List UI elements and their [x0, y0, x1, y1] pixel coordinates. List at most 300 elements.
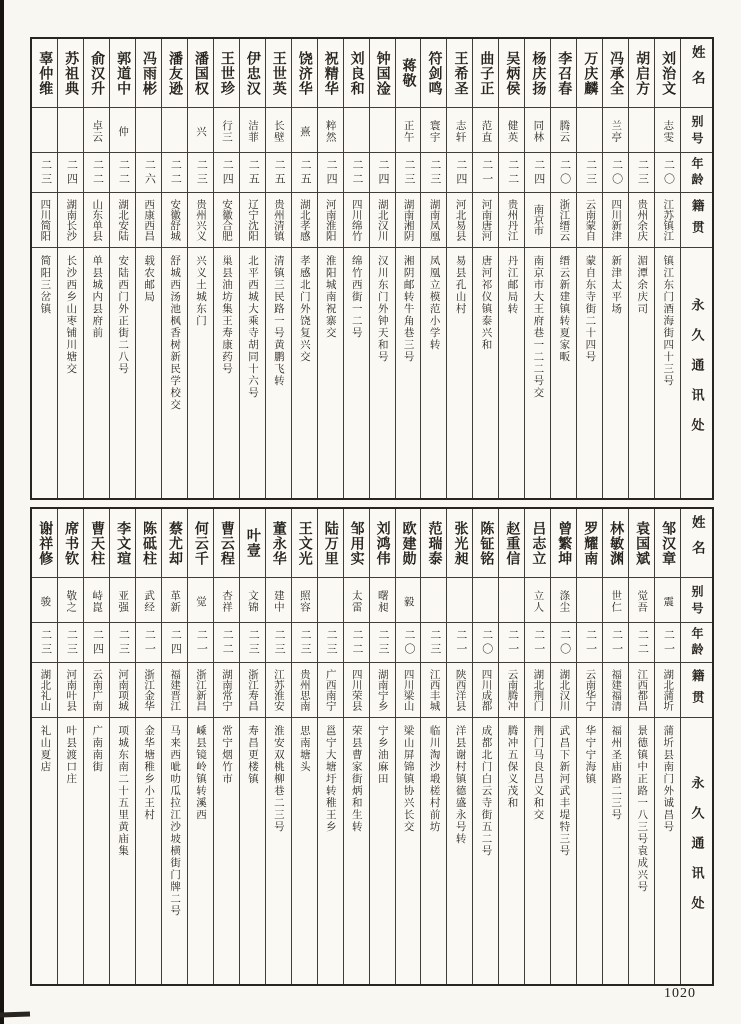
- entry-age: 二六: [136, 153, 161, 193]
- entry-native-place: 云南华宁: [577, 663, 602, 718]
- entry-native-place: 西康西昌: [136, 193, 161, 248]
- entry-age: 二〇: [551, 623, 576, 663]
- entry-address: 新津太平场: [610, 255, 622, 315]
- entry-name: 杨庆扬: [525, 39, 550, 108]
- entry-address: 荆门马良吕义和交: [532, 725, 544, 821]
- entry-name: 席书钦: [58, 509, 83, 578]
- entry-alias: 寰宇: [421, 108, 446, 153]
- entry-alias: 亚强: [110, 578, 135, 623]
- entry-name: 潘友逊: [162, 39, 187, 108]
- entry-name: 曹天柱: [84, 509, 109, 578]
- entry-native-place: 湖北孝感: [292, 193, 317, 248]
- entry-address: 荣县曹家街炳和生转: [350, 725, 362, 833]
- entry-age: 二三: [318, 623, 343, 663]
- entry-age: 二一: [499, 623, 524, 663]
- entry-alias: [58, 108, 83, 153]
- entry-address: 兴义土城东门: [195, 255, 207, 327]
- entry-alias: 觉吾: [629, 578, 654, 623]
- entry-name: 刘治文: [655, 39, 680, 108]
- entry-age: 二二: [214, 623, 239, 663]
- entry-column: [57, 509, 83, 984]
- entry-age: 二一: [447, 623, 472, 663]
- entry-age: 二二: [344, 623, 369, 663]
- entry-native-place: 四川新津: [603, 193, 628, 248]
- entry-alias: 建中: [266, 578, 291, 623]
- entry-native-place: 安徽合肥: [214, 193, 239, 248]
- entry-name: 谢祥修: [32, 509, 57, 578]
- entry-alias: [32, 108, 57, 153]
- entry-name: 何云千: [188, 509, 213, 578]
- entry-column: [135, 39, 161, 498]
- entry-column: [369, 39, 395, 498]
- entry-alias: 涤尘: [551, 578, 576, 623]
- entry-name: 王世珍: [214, 39, 239, 108]
- directory-table-lower: [30, 507, 714, 986]
- header-column: [680, 39, 712, 498]
- entry-address: 武昌下新河武丰堤特三号: [558, 725, 570, 857]
- entry-alias: 世仁: [603, 578, 628, 623]
- entry-alias: [136, 108, 161, 153]
- entry-native-place: 江苏镇江: [655, 193, 680, 248]
- entry-age: 二五: [292, 153, 317, 193]
- entry-address: 常宁烟竹市: [220, 725, 232, 785]
- entry-address: 载农邮局: [143, 255, 155, 303]
- entry-age: 二一: [655, 623, 680, 663]
- entry-name: 李召春: [551, 39, 576, 108]
- entry-alias: 敬之: [58, 578, 83, 623]
- entry-age: 二三: [370, 623, 395, 663]
- entry-name: 李文瑄: [110, 509, 135, 578]
- entry-address: 缙云新建镇转夏家畈: [558, 255, 570, 363]
- entry-name: 曾繁坤: [551, 509, 576, 578]
- entry-name: 王希圣: [447, 39, 472, 108]
- entry-column: [498, 509, 524, 984]
- entry-address: 宁乡油麻田: [376, 725, 388, 785]
- entry-column: [420, 509, 446, 984]
- header-native-label: 籍贯: [681, 663, 712, 718]
- entry-column: [291, 39, 317, 498]
- entry-alias: 杏祥: [214, 578, 239, 623]
- entry-age: 二三: [32, 623, 57, 663]
- entry-native-place: 贵州思南: [292, 663, 317, 718]
- entry-address: 临川淘沙塅槎村前坊: [428, 725, 440, 833]
- directory-table-upper: [30, 37, 714, 500]
- entry-alias: 革新: [162, 578, 187, 623]
- entry-native-place: 陕西洋县: [447, 663, 472, 718]
- entry-native-place: 四川简阳: [32, 193, 57, 248]
- entry-column: [239, 509, 265, 984]
- entry-age: 二一: [188, 623, 213, 663]
- entry-name: 林敏渊: [603, 509, 628, 578]
- entry-name: 袁国斌: [629, 509, 654, 578]
- entry-alias: 卓云: [84, 108, 109, 153]
- entry-alias: [499, 578, 524, 623]
- entry-native-place: 河南淮阳: [318, 193, 343, 248]
- entry-native-place: 河南叶县: [58, 663, 83, 718]
- entry-age: 二三: [188, 153, 213, 193]
- entry-column: [109, 509, 135, 984]
- entry-address: 福州圣庙路二三号: [610, 725, 622, 821]
- entry-name: 曲子正: [473, 39, 498, 108]
- scan-corner-artifact: [0, 1011, 30, 1017]
- entry-name: 王文光: [292, 509, 317, 578]
- entry-name: 陈钲铭: [473, 509, 498, 578]
- header-column: [680, 509, 712, 984]
- entry-alias: 正午: [396, 108, 421, 153]
- entry-address: 项城东南二十五里黄庙集: [117, 725, 129, 857]
- entry-native-place: 湖南凤凰: [421, 193, 446, 248]
- entry-address: 易县孔山村: [454, 255, 466, 315]
- entry-column: [576, 509, 602, 984]
- entry-native-place: 江西丰城: [421, 663, 446, 718]
- entry-address: 巢县油坊集王寿康药号: [220, 255, 232, 375]
- entry-alias: 仲: [110, 108, 135, 153]
- entry-name: 潘国权: [188, 39, 213, 108]
- entry-alias: 熹: [292, 108, 317, 153]
- entry-column: [550, 39, 576, 498]
- entry-name: 郭道中: [110, 39, 135, 108]
- entry-address: 梁山屏锦镇协兴长交: [402, 725, 414, 833]
- entry-column: [291, 509, 317, 984]
- entry-age: 二一: [577, 623, 602, 663]
- entry-address: 蒲圻县南门外诚昌号: [662, 725, 674, 833]
- entry-name: 吕志立: [525, 509, 550, 578]
- entry-native-place: 云南蒙自: [577, 193, 602, 248]
- entry-age: 二四: [214, 153, 239, 193]
- entry-address: 长沙西乡山枣铺川塘交: [65, 255, 77, 375]
- entry-native-place: 湖南湘阴: [396, 193, 421, 248]
- header-alias-label: 别号: [681, 578, 712, 623]
- entry-column: [32, 39, 57, 498]
- header-name-label: 姓名: [681, 509, 712, 578]
- entry-alias: [318, 578, 343, 623]
- entry-address: 简阳三岔镇: [39, 255, 51, 315]
- entry-alias: 文锦: [240, 578, 265, 623]
- entry-name: 刘鸿伟: [370, 509, 395, 578]
- entry-column: [472, 39, 498, 498]
- entry-age: 二二: [629, 623, 654, 663]
- entry-native-place: 河南唐河: [473, 193, 498, 248]
- entry-name: 符剑鸣: [421, 39, 446, 108]
- entry-address: 安陆西门外正街二八号: [117, 255, 129, 375]
- entry-native-place: 四川绵竹: [344, 193, 369, 248]
- entry-native-place: 山东单县: [84, 193, 109, 248]
- entry-native-place: 贵州兴义: [188, 193, 213, 248]
- entry-alias: 震: [655, 578, 680, 623]
- entry-native-place: 浙江新昌: [188, 663, 213, 718]
- entry-native-place: 湖北荆门: [525, 663, 550, 718]
- entry-column: [654, 509, 680, 984]
- entry-name: 苏祖典: [58, 39, 83, 108]
- entry-age: 二〇: [603, 153, 628, 193]
- entry-age: 二一: [603, 623, 628, 663]
- entry-native-place: 浙江寿昌: [240, 663, 265, 718]
- entry-column: [161, 509, 187, 984]
- entry-native-place: 福建福清: [603, 663, 628, 718]
- entry-alias: 粹然: [318, 108, 343, 153]
- entry-column: [265, 39, 291, 498]
- entry-age: 二三: [292, 623, 317, 663]
- entry-name: 俞汉升: [84, 39, 109, 108]
- entry-alias: 健英: [499, 108, 524, 153]
- entry-age: 二四: [318, 153, 343, 193]
- entry-column: [109, 39, 135, 498]
- entry-name: 欧建勋: [396, 509, 421, 578]
- entry-column: [395, 509, 421, 984]
- entry-column: [420, 39, 446, 498]
- entry-address: 唐河祁仪镇泰兴和: [480, 255, 492, 351]
- entry-native-place: 河南项城: [110, 663, 135, 718]
- entry-age: 二三: [396, 153, 421, 193]
- entry-age: 二五: [240, 153, 265, 193]
- entry-alias: 洁菲: [240, 108, 265, 153]
- entry-name: 冯承全: [603, 39, 628, 108]
- entry-age: 二五: [266, 153, 291, 193]
- entry-column: [317, 39, 343, 498]
- entry-alias: 行三: [214, 108, 239, 153]
- entry-alias: 太雷: [344, 578, 369, 623]
- entry-name: 胡启方: [629, 39, 654, 108]
- entry-age: 二三: [577, 153, 602, 193]
- entry-native-place: 湖北汉川: [551, 663, 576, 718]
- entry-column: [446, 509, 472, 984]
- entry-alias: 兴: [188, 108, 213, 153]
- entry-age: 二〇: [473, 623, 498, 663]
- entry-column: [161, 39, 187, 498]
- header-age-label: 年龄: [681, 623, 712, 663]
- entry-address: 蒙自东寺街二十四号: [584, 255, 596, 363]
- entry-address: 淮阳城南祝寨交: [324, 255, 336, 339]
- entry-name: 张光昶: [447, 509, 472, 578]
- entry-native-place: 福建晋江: [162, 663, 187, 718]
- entry-column: [524, 509, 550, 984]
- entry-address: 单县城内县府前: [91, 255, 103, 339]
- entry-alias: [473, 578, 498, 623]
- entry-address: 礼山夏店: [39, 725, 51, 773]
- entry-alias: 武经: [136, 578, 161, 623]
- entry-address: 汉川东门外钟天和号: [376, 255, 388, 363]
- entry-name: 罗耀南: [577, 509, 602, 578]
- entry-column: [472, 509, 498, 984]
- entry-name: 邹汉章: [655, 509, 680, 578]
- entry-age: 二三: [58, 623, 83, 663]
- entry-address: 金华塘稚乡小王村: [143, 725, 155, 821]
- entry-name: 钟国淦: [370, 39, 395, 108]
- entry-alias: 范直: [473, 108, 498, 153]
- entry-column: [602, 509, 628, 984]
- entry-address: 叶县渡口庄: [65, 725, 77, 785]
- entry-age: 二四: [162, 623, 187, 663]
- entry-age: 二三: [266, 623, 291, 663]
- entry-address: 孝感北门外饶复兴交: [298, 255, 310, 363]
- entry-age: 二三: [32, 153, 57, 193]
- entry-native-place: 贵州丹江: [499, 193, 524, 248]
- entry-native-place: 辽宁沈阳: [240, 193, 265, 248]
- entry-column: [239, 39, 265, 498]
- entry-age: 二一: [473, 153, 498, 193]
- entry-column: [628, 509, 654, 984]
- entry-address: 腾冲五保义茂和: [506, 725, 518, 809]
- entry-column: [213, 509, 239, 984]
- entry-column: [654, 39, 680, 498]
- header-address-label: 永久通讯处: [689, 298, 705, 448]
- entry-native-place: 浙江金华: [136, 663, 161, 718]
- header-age-label: 年龄: [681, 153, 712, 193]
- entry-address: 湘阴邮转牛角巷三号: [402, 255, 414, 363]
- entry-alias: [344, 108, 369, 153]
- entry-column: [550, 509, 576, 984]
- entry-alias: [629, 108, 654, 153]
- entry-age: 二二: [162, 153, 187, 193]
- entry-alias: 立人: [525, 578, 550, 623]
- entry-address: 寿昌更楼镇: [246, 725, 258, 785]
- entry-name: 邹用实: [344, 509, 369, 578]
- entry-address: 舒城西汤池枫香树新民学校交: [169, 255, 181, 411]
- entry-native-place: 四川梁山: [396, 663, 421, 718]
- entry-alias: 骏: [32, 578, 57, 623]
- entry-age: 二三: [629, 153, 654, 193]
- entry-age: 二四: [370, 153, 395, 193]
- entry-column: [265, 509, 291, 984]
- entry-name: 范瑞泰: [421, 509, 446, 578]
- entry-alias: [162, 108, 187, 153]
- entry-native-place: 浙江缙云: [551, 193, 576, 248]
- entry-native-place: 四川荣县: [344, 663, 369, 718]
- entry-age: 二〇: [655, 153, 680, 193]
- entry-column: [395, 39, 421, 498]
- entry-alias: [577, 578, 602, 623]
- entry-name: 伊忠汉: [240, 39, 265, 108]
- entry-address: 成都北门白云寺街五二号: [480, 725, 492, 857]
- entry-column: [343, 509, 369, 984]
- entry-name: 蒋敬: [396, 39, 421, 108]
- entry-address: 淮安双桃柳巷二三号: [272, 725, 284, 833]
- entry-native-place: 云南腾冲: [499, 663, 524, 718]
- scan-edge-artifact: [0, 0, 4, 1024]
- entry-name: 赵重信: [499, 509, 524, 578]
- entry-column: [628, 39, 654, 498]
- entry-address: 嵊县镜岭镇转溪西: [195, 725, 207, 821]
- entry-native-place: 南京市: [525, 193, 550, 248]
- entry-native-place: 湖南宁乡: [370, 663, 395, 718]
- entry-native-place: 安徽舒城: [162, 193, 187, 248]
- entry-age: 二三: [240, 623, 265, 663]
- entry-alias: 觉: [188, 578, 213, 623]
- entry-native-place: 江苏淮安: [266, 663, 291, 718]
- entry-address: 马来西呲叻瓜拉江沙坡横街门牌二号: [169, 725, 181, 917]
- entry-address: 湄潭余庆司: [636, 255, 648, 315]
- entry-name: 饶济华: [292, 39, 317, 108]
- entry-column: [369, 509, 395, 984]
- entry-alias: 腾云: [551, 108, 576, 153]
- entry-name: 王世英: [266, 39, 291, 108]
- entry-address: 南京市大王府巷一二二号交: [532, 255, 544, 399]
- entry-age: 二〇: [551, 153, 576, 193]
- entry-column: [317, 509, 343, 984]
- entry-age: 二二: [110, 153, 135, 193]
- entry-address: 华宁宁海镇: [584, 725, 596, 785]
- entry-column: [135, 509, 161, 984]
- entry-column: [83, 39, 109, 498]
- entry-column: [187, 39, 213, 498]
- entry-alias: 毅: [396, 578, 421, 623]
- entry-alias: [577, 108, 602, 153]
- entry-column: [83, 509, 109, 984]
- entry-address: 景德镇中正路一八三号袁成兴号: [636, 725, 648, 893]
- entry-age: 二〇: [396, 623, 421, 663]
- entry-native-place: 湖北汉川: [370, 193, 395, 248]
- entry-native-place: 湖北礼山: [32, 663, 57, 718]
- entry-alias: 曙昶: [370, 578, 395, 623]
- entry-address: 清镇三民路一号黄鹏飞转: [272, 255, 284, 387]
- entry-age: 二四: [525, 153, 550, 193]
- entry-native-place: 广西南宁: [318, 663, 343, 718]
- entry-age: 二四: [58, 153, 83, 193]
- entry-column: [524, 39, 550, 498]
- entry-native-place: 四川成都: [473, 663, 498, 718]
- entry-column: [57, 39, 83, 498]
- entry-name: 辜仲维: [32, 39, 57, 108]
- entry-age: 二一: [525, 623, 550, 663]
- header-address-label: 永久通讯处: [689, 776, 705, 926]
- entry-alias: 峙崑: [84, 578, 109, 623]
- entry-name: 蔡尤却: [162, 509, 187, 578]
- entry-column: [213, 39, 239, 498]
- entry-address: 洋县谢村镇德盛永号转: [454, 725, 466, 845]
- entry-address: 广南南街: [91, 725, 103, 773]
- entry-address: 思南塘头: [298, 725, 310, 773]
- entry-alias: 志轩: [447, 108, 472, 153]
- entry-name: 万庆麟: [577, 39, 602, 108]
- entry-column: [498, 39, 524, 498]
- entry-column: [576, 39, 602, 498]
- entry-alias: 志雯: [655, 108, 680, 153]
- entry-age: 二四: [84, 623, 109, 663]
- header-native-label: 籍贯: [681, 193, 712, 248]
- entry-address: 镇江东门酒海街四十三号: [662, 255, 674, 387]
- entry-native-place: 湖南长沙: [58, 193, 83, 248]
- entry-address: 邕宁大塘圩转稚王乡: [324, 725, 336, 833]
- entry-alias: [447, 578, 472, 623]
- entry-age: 二三: [421, 623, 446, 663]
- entry-name: 冯雨彬: [136, 39, 161, 108]
- entry-name: 曹云程: [214, 509, 239, 578]
- entry-address: 绵竹西街一二号: [350, 255, 362, 339]
- entry-native-place: 贵州余庆: [629, 193, 654, 248]
- entry-alias: [370, 108, 395, 153]
- header-name-label: 姓名: [681, 39, 712, 108]
- entry-native-place: 云南广南: [84, 663, 109, 718]
- entry-name: 刘良和: [344, 39, 369, 108]
- entry-column: [343, 39, 369, 498]
- entry-native-place: 贵州清镇: [266, 193, 291, 248]
- entry-alias: 同林: [525, 108, 550, 153]
- entry-native-place: 湖北安陆: [110, 193, 135, 248]
- entry-name: 吴炳侯: [499, 39, 524, 108]
- page-number: 1020: [664, 986, 696, 1001]
- entry-age: 二三: [110, 623, 135, 663]
- entry-name: 陈砥柱: [136, 509, 161, 578]
- entry-age: 二二: [84, 153, 109, 193]
- entry-age: 二一: [136, 623, 161, 663]
- entry-age: 二二: [344, 153, 369, 193]
- entry-address: 丹江邮局转: [506, 255, 518, 315]
- entry-native-place: 河北易县: [447, 193, 472, 248]
- entry-alias: 长壁: [266, 108, 291, 153]
- entry-age: 二三: [421, 153, 446, 193]
- entry-alias: [421, 578, 446, 623]
- entry-native-place: 江西都昌: [629, 663, 654, 718]
